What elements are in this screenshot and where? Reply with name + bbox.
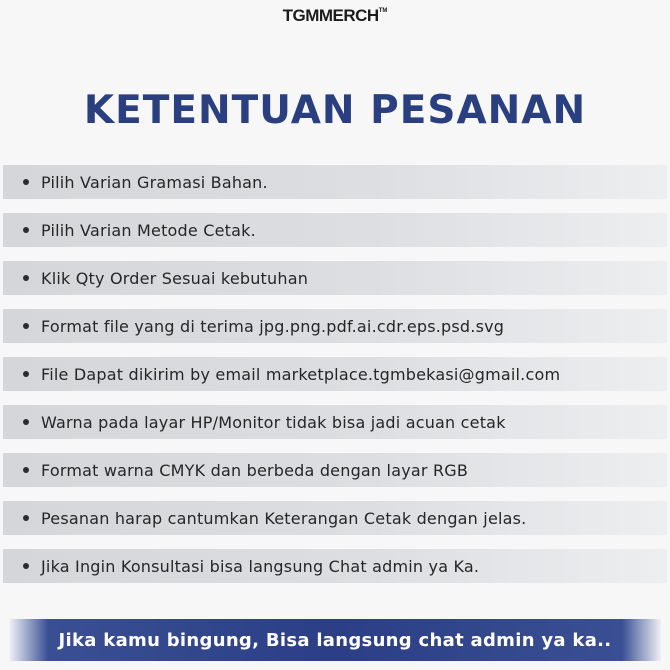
brand-logo-text: TGMMERCH <box>282 6 379 25</box>
bullet-icon <box>23 371 29 377</box>
bullet-icon <box>23 515 29 521</box>
list-item-text: Format file yang di terima jpg.png.pdf.ai.cdr.eps.psd.svg <box>41 316 505 336</box>
list-item-text: Pesanan harap cantumkan Keterangan Cetak dengan jelas. <box>41 508 527 528</box>
list-item <box>3 165 667 199</box>
list-item-text: Pilih Varian Metode Cetak. <box>41 220 256 240</box>
list-item <box>3 213 667 247</box>
bullet-icon <box>23 275 29 281</box>
banner-text: Jika kamu bingung, Bisa langsung chat admin ya ka.. <box>58 629 612 651</box>
list-item-text: Format warna CMYK dan berbeda dengan layar RGB <box>41 460 469 480</box>
list-item-text: File Dapat dikirim by email marketplace.tgmbekasi@gmail.com <box>41 364 561 384</box>
trademark-mark: TM <box>378 8 388 14</box>
list-item-text: Warna pada layar HP/Monitor tidak bisa jadi acuan cetak <box>41 412 506 432</box>
bullet-icon <box>23 323 29 329</box>
list-item <box>3 357 667 391</box>
terms-list <box>3 165 667 597</box>
page-title: KETENTUAN PESANAN <box>83 88 587 133</box>
list-item <box>3 405 667 439</box>
brand-logo <box>0 6 670 26</box>
list-item-text: Pilih Varian Gramasi Bahan. <box>41 172 268 192</box>
list-item <box>3 453 667 487</box>
chat-admin-banner <box>9 619 661 661</box>
list-item <box>3 501 667 535</box>
list-item <box>3 549 667 583</box>
list-item-text: Klik Qty Order Sesuai kebutuhan <box>41 268 309 288</box>
list-item <box>3 261 667 295</box>
bullet-icon <box>23 467 29 473</box>
bullet-icon <box>23 179 29 185</box>
list-item <box>3 309 667 343</box>
bullet-icon <box>23 419 29 425</box>
bullet-icon <box>23 563 29 569</box>
bullet-icon <box>23 227 29 233</box>
list-item-text: Jika Ingin Konsultasi bisa langsung Chat admin ya Ka. <box>41 556 480 576</box>
